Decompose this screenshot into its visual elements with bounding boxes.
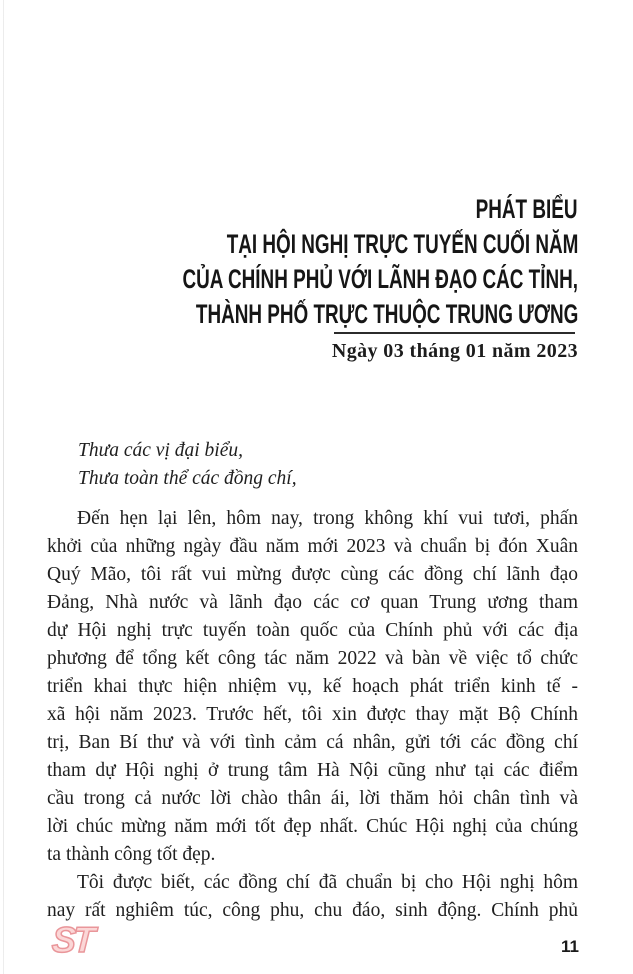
body-line: tham dự Hội nghị ở trung tâm Hà Nội cũng như tại các điểm bbox=[47, 760, 578, 781]
paragraphs bbox=[47, 505, 578, 925]
body-line: Đảng, Nhà nước và lãnh đạo các cơ quan Trung ương tham bbox=[47, 592, 578, 613]
page-title-line: CỦA CHÍNH PHỦ VỚI LÃNH ĐẠO CÁC TỈNH, bbox=[182, 264, 578, 294]
body-line: dự Hội nghị trực tuyến toàn quốc của Chính phủ với các địa bbox=[47, 620, 578, 641]
salutation-line: Thưa các vị đại biểu, bbox=[78, 440, 243, 461]
body-line: Quý Mão, tôi rất vui mừng được cùng các đồng chí lãnh đạo bbox=[47, 564, 578, 585]
body-line: ta thành công tốt đẹp. bbox=[47, 844, 216, 865]
body-line: Tôi được biết, các đồng chí đã chuẩn bị cho Hội nghị hôm bbox=[77, 872, 578, 893]
body-line: triển khai thực hiện nhiệm vụ, kế hoạch phát triển kinh tế - bbox=[47, 676, 578, 697]
page-title-line: PHÁT BIỂU bbox=[476, 194, 578, 224]
body-line: lời chúc mừng năm mới tốt đẹp nhất. Chúc Hội nghị của chúng bbox=[47, 816, 578, 837]
body-line: trị, Ban Bí thư và với tình cảm cá nhân, gửi tới các đồng chí bbox=[47, 732, 578, 753]
page-number: 11 bbox=[561, 937, 579, 956]
body-line: cầu trong cả nước lời chào thân ái, lời thăm hỏi chân tình và bbox=[47, 788, 578, 809]
page-title-line: THÀNH PHỐ TRỰC THUỘC TRUNG ƯƠNG bbox=[195, 299, 578, 329]
body-line: Đến hẹn lại lên, hôm nay, trong không khí vui tươi, phấn bbox=[77, 508, 578, 529]
title-underline bbox=[334, 332, 575, 334]
speech-body bbox=[47, 437, 578, 925]
page-title-line: TẠI HỘI NGHỊ TRỰC TUYẾN CUỐI NĂM bbox=[226, 229, 578, 259]
body-line: phương để tổng kết công tác năm 2022 và bàn về việc tổ chức bbox=[47, 648, 578, 669]
page-scan-edge bbox=[3, 0, 4, 974]
page-title bbox=[0, 192, 578, 332]
body-line: xã hội năm 2023. Trước hết, tôi xin được thay mặt Bộ Chính bbox=[47, 704, 578, 725]
publisher-logo-st: ST bbox=[50, 919, 94, 960]
speech-date: Ngày 03 tháng 01 năm 2023 bbox=[331, 340, 578, 362]
body-line: nay rất nghiêm túc, công phu, chu đáo, sinh động. Chính phủ bbox=[47, 900, 578, 921]
salutation-line: Thưa toàn thể các đồng chí, bbox=[78, 468, 297, 489]
body-line: khởi của những ngày đầu năm mới 2023 và chuẩn bị đón Xuân bbox=[47, 536, 578, 557]
